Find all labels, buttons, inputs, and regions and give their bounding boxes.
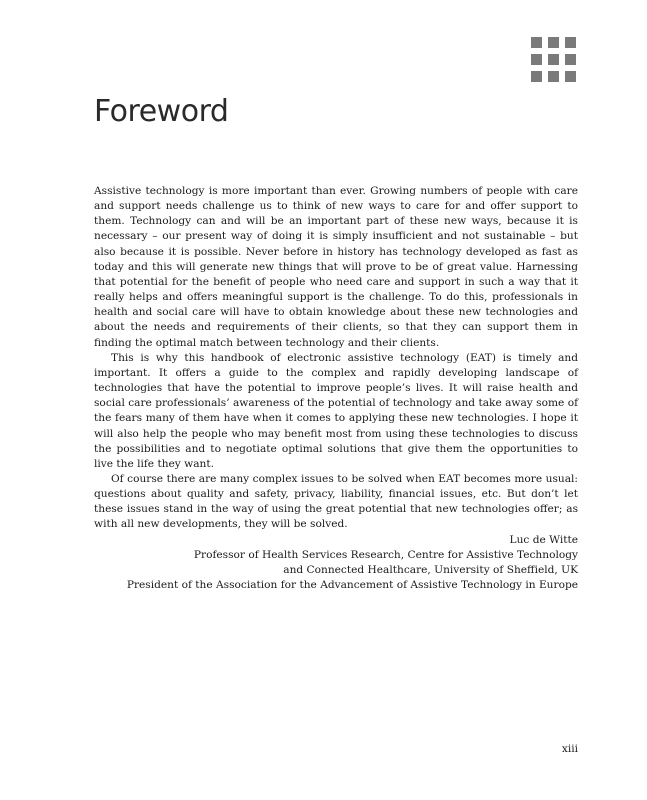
paragraph-3: Of course there are many complex issues to be solved when EAT becomes more usual: questions about quality and safety, privacy, liability, financial issues, etc. But don’t let these issues stand in the way of using the great potential that new technologies offer; as with all new developments, they will be solved.	[94, 472, 578, 531]
paragraph-2: This is why this handbook of electronic assistive technology (EAT) is timely and important. It offers a guide to the complex and rapidly developing landscape of technologies that have the potential to improve people’s lives. It will raise health and social care professionals’ awareness of the potential of technology and take away some of the fears many of them have when it comes to applying these new technologies. I hope it will also help the people who may benefit most from using these technologies to discuss the possibilities and to negotiate optimal solutions that give them the opportunities to live the life they want.	[94, 351, 578, 470]
page-number: xiii	[561, 743, 578, 755]
logo-square	[565, 37, 576, 48]
logo-square	[548, 54, 559, 65]
logo-square	[565, 54, 576, 65]
foreword-body	[94, 184, 578, 593]
logo-square	[548, 37, 559, 48]
author-title-line-1: Professor of Health Services Research, Centre for Assistive Technology	[193, 548, 578, 561]
grid-squares-icon	[531, 37, 577, 83]
author-title-line-2: and Connected Healthcare, University of Sheffield, UK	[283, 563, 578, 576]
signature-block	[94, 533, 578, 594]
page-title: Foreword	[94, 94, 229, 129]
logo-square	[531, 71, 542, 82]
logo-square	[565, 71, 576, 82]
author-name: Luc de Witte	[509, 533, 578, 546]
paragraph-1: Assistive technology is more important than ever. Growing numbers of people with care and support needs challenge us to think of new ways to care for and offer support to them. Technology can and will be an important part of these new ways, because it is necessary – our present way of doing it is simply insufficient and not sustainable – but also because it is possible. Never before in history has technology developed as fast as today and this will generate new things that will prove to be of great value. Harnessing that potential for the benefit of people who need care and support in such a way that it really helps and offers meaningful support is the challenge. To do this, professionals in health and social care will have to obtain knowledge about these new technologies and about the needs and requirements of their clients, so that they can support them in finding the optimal match between technology and their clients.	[94, 185, 578, 349]
logo-square	[531, 37, 542, 48]
logo-square	[548, 71, 559, 82]
logo-square	[531, 54, 542, 65]
author-title-line-3: President of the Association for the Advancement of Assistive Technology in Europe	[126, 579, 578, 592]
